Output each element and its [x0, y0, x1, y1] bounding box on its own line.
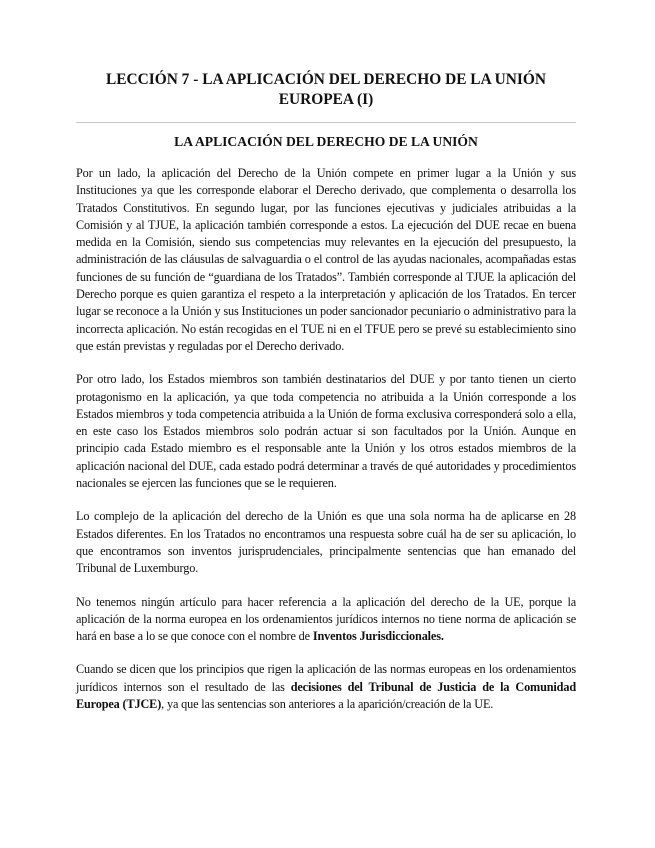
- paragraph-4: [76, 594, 576, 646]
- page-title: LECCIÓN 7 - LA APLICACIÓN DEL DERECHO DE LA UNIÓN EUROPEA (I): [106, 71, 546, 108]
- paragraph-5: [76, 661, 576, 713]
- section-title: LA APLICACIÓN DEL DERECHO DE LA UNIÓN: [174, 134, 478, 149]
- paragraph-4-bold-term: Inventos Jurisdiccionales.: [312, 629, 444, 644]
- paragraph-3: Lo complejo de la aplicación del derecho de la Unión es que una sola norma ha de aplicarse en 28 Estados diferentes. En los Tratados no encontramos una respuesta sobre cuál ha de ser su aplicación, lo que encontramos son inventos jurisprudenciales, principalmente sentencias que han emanado del Tribunal de Luxemburgo.: [76, 509, 576, 576]
- document-page: [76, 70, 576, 713]
- paragraph-1: Por un lado, la aplicación del Derecho de la Unión compete en primer lugar a la Unión y sus Instituciones ya que les corresponde elaborar el Derecho derivado, que complementa o desarrolla los Tratados Constitutivos. En segundo lugar, por las funciones ejecutivas y judiciales atribuidas a la Comisión y al TJUE, la aplicación también corresponde a estos. La ejecución del DUE recae en buena medida en la Comisión, siendo sus competencias muy relevantes en la ejecución del presupuesto, la administración de las cláusulas de salvaguardia o el control de las ayudas nacionales, acompañadas estas funciones de su función de “guardiana de los Tratados”. También corresponde al TJUE la aplicación del Derecho porque es quien garantiza el respeto a la interpretación y aplicación de los Tratados. En tercer lugar se reconoce a la Unión y sus Instituciones un poder sancionador pecuniario o administrativo para la incorrecta aplicación. No están recogidas en el TUE ni en el TFUE pero se prevé su establecimiento sino que están previstas y reguladas por el Derecho derivado.: [76, 166, 576, 353]
- paragraph-2: Por otro lado, los Estados miembros son también destinatarios del DUE y por tanto tienen un cierto protagonismo en la aplicación, ya que toda competencia no atribuida a la Unión corresponde a los Estados miembros y toda competencia atribuida a la Unión de forma exclusiva corresponderá solo a ella, en este caso los Estados miembros solo podrán actuar si son facultados por la Unión. Aunque en principio cada Estado miembro es el responsable ante la Unión y los otros estados miembros de la aplicación nacional del DUE, cada estado podrá determinar a través de qué autoridades y procedimientos nacionales se ejercen las funciones que se le requieren.: [76, 372, 576, 491]
- title-divider: [76, 122, 576, 123]
- paragraph-4-text: No tenemos ningún artículo para hacer referencia a la aplicación del derecho de la UE, porque la aplicación de la norma europea en los ordenamientos jurídicos internos no tiene norma de aplicación se hará en base a lo se que conoce con el nombre de: [76, 594, 576, 644]
- paragraph-5-text-a: Cuando se dicen que los principios que rigen la aplicación de las normas europeas en los ordenamientos jurídicos internos son el resultado de las: [76, 662, 576, 694]
- paragraph-5-bold-term: decisiones del Tribunal de Justicia de la Comunidad Europea (TJCE): [76, 679, 576, 712]
- paragraph-5-text-b: , ya que las sentencias son anteriores a la aparición/creación de la UE.: [161, 697, 494, 712]
